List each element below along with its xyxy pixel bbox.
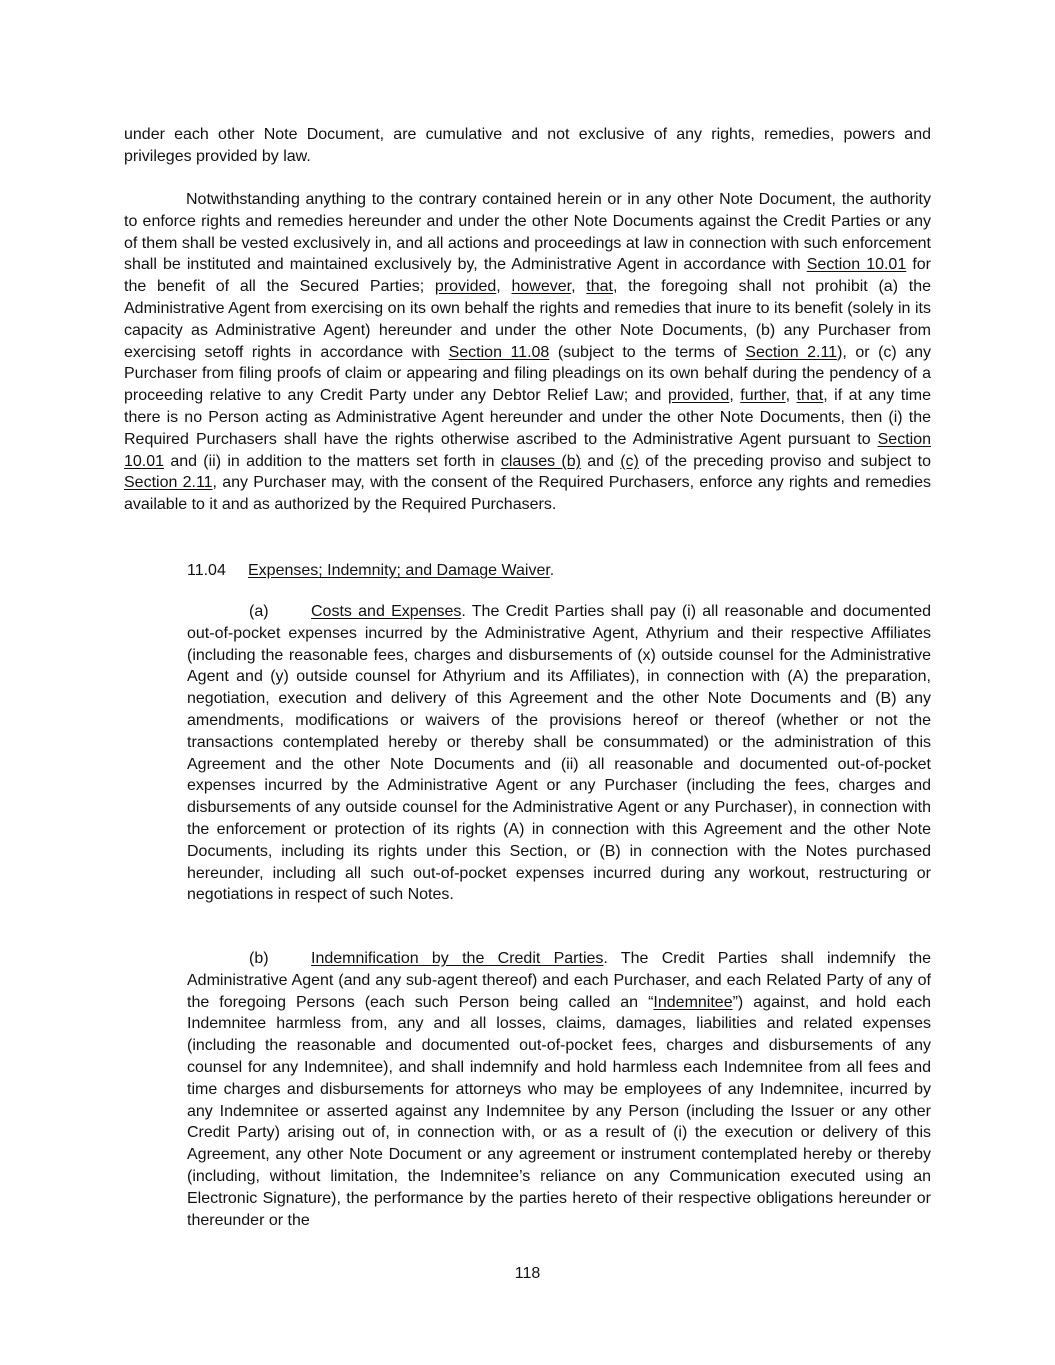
text-run: ,: [729, 387, 741, 405]
enforcement-paragraph: [124, 189, 931, 516]
subsection-a-body: . The Credit Parties shall pay (i) all reasonable and documented out-of-pocket expenses incurred by the Administrative Agent, Athyrium and their respective Affiliates (including the reasonable fees, charges and disbursements of (x) outside counsel for the Administrative Agent and (y) outside counsel for Athyrium and its Affiliates), in connection with (A) the preparation, negotiation, execution and delivery of this Agreement and the other Note Documents and (B) any amendments, modifications or waivers of the provisions hereof or thereof (whether or not the transactions contemplated hereby or thereby shall be consummated) or the administration of this Agreement and the other Note Documents and (ii) all reasonable and documented out-of-pocket expenses incurred by the Administrative Agent or any Purchaser (including the fees, charges and disbursements of any outside counsel for the Administrative Agent or any Purchaser), in connection with the enforcement or protection of its rights (A) in connection with this Agreement and the other Note Documents, including its rights under this Section, or (B) in connection with the Notes purchased hereunder, including all such out-of-pocket expenses incurred during any workout, restructuring or negotiations in respect of such Notes.: [187, 603, 931, 904]
text-run: ,: [571, 278, 587, 296]
subsection-a-label: (a): [249, 603, 269, 620]
term-further: further: [740, 387, 786, 405]
subsection-b-title: Indemnification by the Credit Parties: [311, 950, 604, 967]
cross-reference-section-11-08: Section 11.08: [448, 343, 550, 361]
cross-reference-section-2-11: Section 2.11: [745, 343, 838, 361]
subsection-b-paragraph: [187, 948, 931, 1231]
text-run: , if at any time there is no Person acting as Administrative Agent hereunder and under the other Note Documents, then (i) the Required Purchasers shall have the rights otherwise ascribed to the Administrative Agent pursuant to: [124, 387, 932, 448]
text-run: and: [580, 452, 621, 470]
text-run: and (ii) in addition to the matters set forth in: [164, 452, 501, 470]
section-number: 11.04: [187, 562, 226, 579]
term-provided: provided: [667, 387, 730, 405]
text-run: ,: [785, 387, 797, 405]
page-number: 118: [514, 1265, 541, 1282]
text-run: , the foregoing shall not prohibit (a) the Administrative Agent from exercising on its own behalf the rights and remedies that inure to its benefit (solely in its capacity as Administrative Agent) hereunder and under the other Note Documents, (b) any Purchaser from exercising setoff rights in accordance with: [124, 278, 932, 361]
term-however: however: [511, 278, 572, 296]
subsection-a-paragraph: [187, 601, 931, 906]
intro-paragraph: under each other Note Document, are cumulative and not exclusive of any rights, remedies, powers and privileges provided by law.: [124, 126, 931, 165]
text-run: ,: [496, 278, 512, 296]
section-title: Expenses; Indemnity; and Damage Waiver: [248, 562, 550, 579]
subsection-b-body: . The Credit Parties shall indemnify the Administrative Agent (and any sub-agent thereof) and each Purchaser, and each Related Party of any of the foregoing Persons (each such Person being called an “: [187, 950, 932, 1011]
cross-reference-clause-c: (c): [620, 452, 639, 470]
term-that: that: [796, 387, 824, 405]
text-run: for the benefit of all the Secured Parties;: [124, 256, 931, 296]
defined-term-indemnitee: Indemnitee: [653, 993, 733, 1011]
cross-reference-section-10-01: Section 10.01: [124, 430, 931, 470]
text-run: (subject to the terms of: [549, 343, 746, 361]
section-title-period: .: [549, 562, 555, 579]
subsection-a-title: Costs and Expenses: [311, 603, 462, 620]
term-provided: provided: [434, 278, 497, 296]
subsection-b-body: ”) against, and hold each Indemnitee harmless from, any and all losses, claims, damages, liabilities and related expenses (including the reasonable and documented out-of-pocket fees, charges and disbursements of any counsel for any Indemnitee), and shall indemnify and hold harmless each Indemnitee from all fees and time charges and disbursements for attorneys who may be employees of any Indemnitee, incurred by any Indemnitee or asserted against any Indemnitee by any Person (including the Issuer or any other Credit Party) arising out of, in connection with, or as a result of (i) the execution or delivery of this Agreement, any other Note Document or any agreement or instrument contemplated hereby or thereby (including, without limitation, the Indemnitee’s reliance on any Communication executed using an Electronic Signature), the performance by the parties hereto of their respective obligations hereunder or thereunder or the: [187, 993, 931, 1229]
cross-reference-section-2-11: Section 2.11: [124, 474, 213, 492]
section-heading: [187, 560, 554, 582]
subsection-b-label: (b): [249, 950, 269, 967]
cross-reference-section-10-01: Section 10.01: [806, 256, 907, 274]
text-run: of the preceding proviso and subject to: [638, 452, 931, 470]
term-that: that: [586, 278, 613, 296]
cross-reference-clauses-b: clauses (b): [500, 452, 581, 470]
text-run: Notwithstanding anything to the contrary contained herein or in any other Note Document, the authority to enforce rights and remedies hereunder and under the other Note Documents against the Credit Parties or any of them shall be vested exclusively in, and all actions and proceedings at law in connection with such enforcement shall be instituted and maintained exclusively by, the Administrative Agent in accordance with: [124, 191, 931, 274]
text-run: , any Purchaser may, with the consent of the Required Purchasers, enforce any rights and remedies available to it and as authorized by the Required Purchasers.: [124, 474, 931, 514]
text-run: ), or (c) any Purchaser from filing proofs of claim or appearing and filing pleadings on its own behalf during the pendency of a proceeding relative to any Credit Party under any Debtor Relief Law; and: [124, 343, 932, 405]
